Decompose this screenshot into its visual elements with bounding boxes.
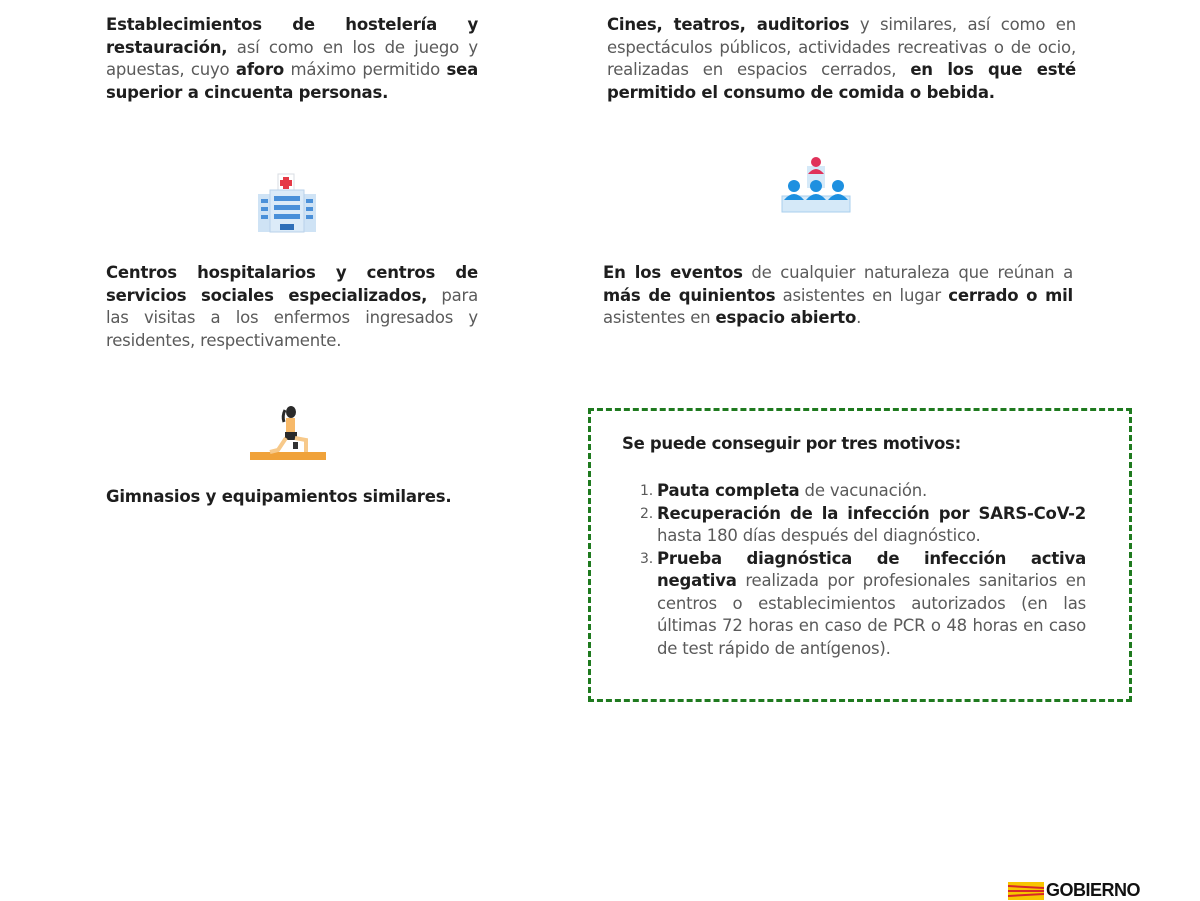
audience-icon: [780, 154, 852, 216]
gobierno-logo: [1008, 880, 1140, 901]
motivos-list: [640, 480, 1086, 660]
gimnasios-text: Gimnasios y equipamientos similares.: [106, 487, 452, 506]
cines-paragraph: Cines, teatros, auditorios y similares, así como en espectáculos públicos, actividades recreativas o de ocio, realizadas en espacios cerrados, en los que esté permitido el consumo de comida o bebida.: [607, 15, 1076, 102]
motivos-title: Se puede conseguir por tres motivos:: [622, 434, 961, 453]
hospital-icon: [256, 172, 318, 234]
hospitales-paragraph: Centros hospitalarios y centros de servicios sociales especializados, para las visitas a los enfermos ingresados y residentes, respectivamente.: [106, 263, 478, 350]
motivo-item: 1. Pauta completa de vacunación.: [640, 481, 928, 500]
hosteleria-paragraph: Establecimientos de hostelería y restauración, así como en los de juego y apuestas, cuyo aforo máximo permitido sea superior a cincuenta personas.: [106, 15, 478, 102]
logo-text: GOBIERNO: [1046, 880, 1141, 900]
aragon-flag-icon: [1008, 882, 1044, 900]
motivo-item: 3. Prueba diagnóstica de infección activa negativa realizada por profesionales sanitarios en centros o establecimientos autorizados (en las últimas 72 horas en caso de PCR o 48 horas en caso de test rápido de antígenos).: [640, 548, 1086, 658]
motivo-item: 2. Recuperación de la infección por SARS-CoV-2 hasta 180 días después del diagnóstico.: [640, 503, 1086, 545]
eventos-paragraph: En los eventos de cualquier naturaleza que reúnan a más de quinientos asistentes en lugar cerrado o mil asistentes en espacio abierto.: [603, 263, 1073, 327]
fitness-icon: [248, 402, 328, 462]
